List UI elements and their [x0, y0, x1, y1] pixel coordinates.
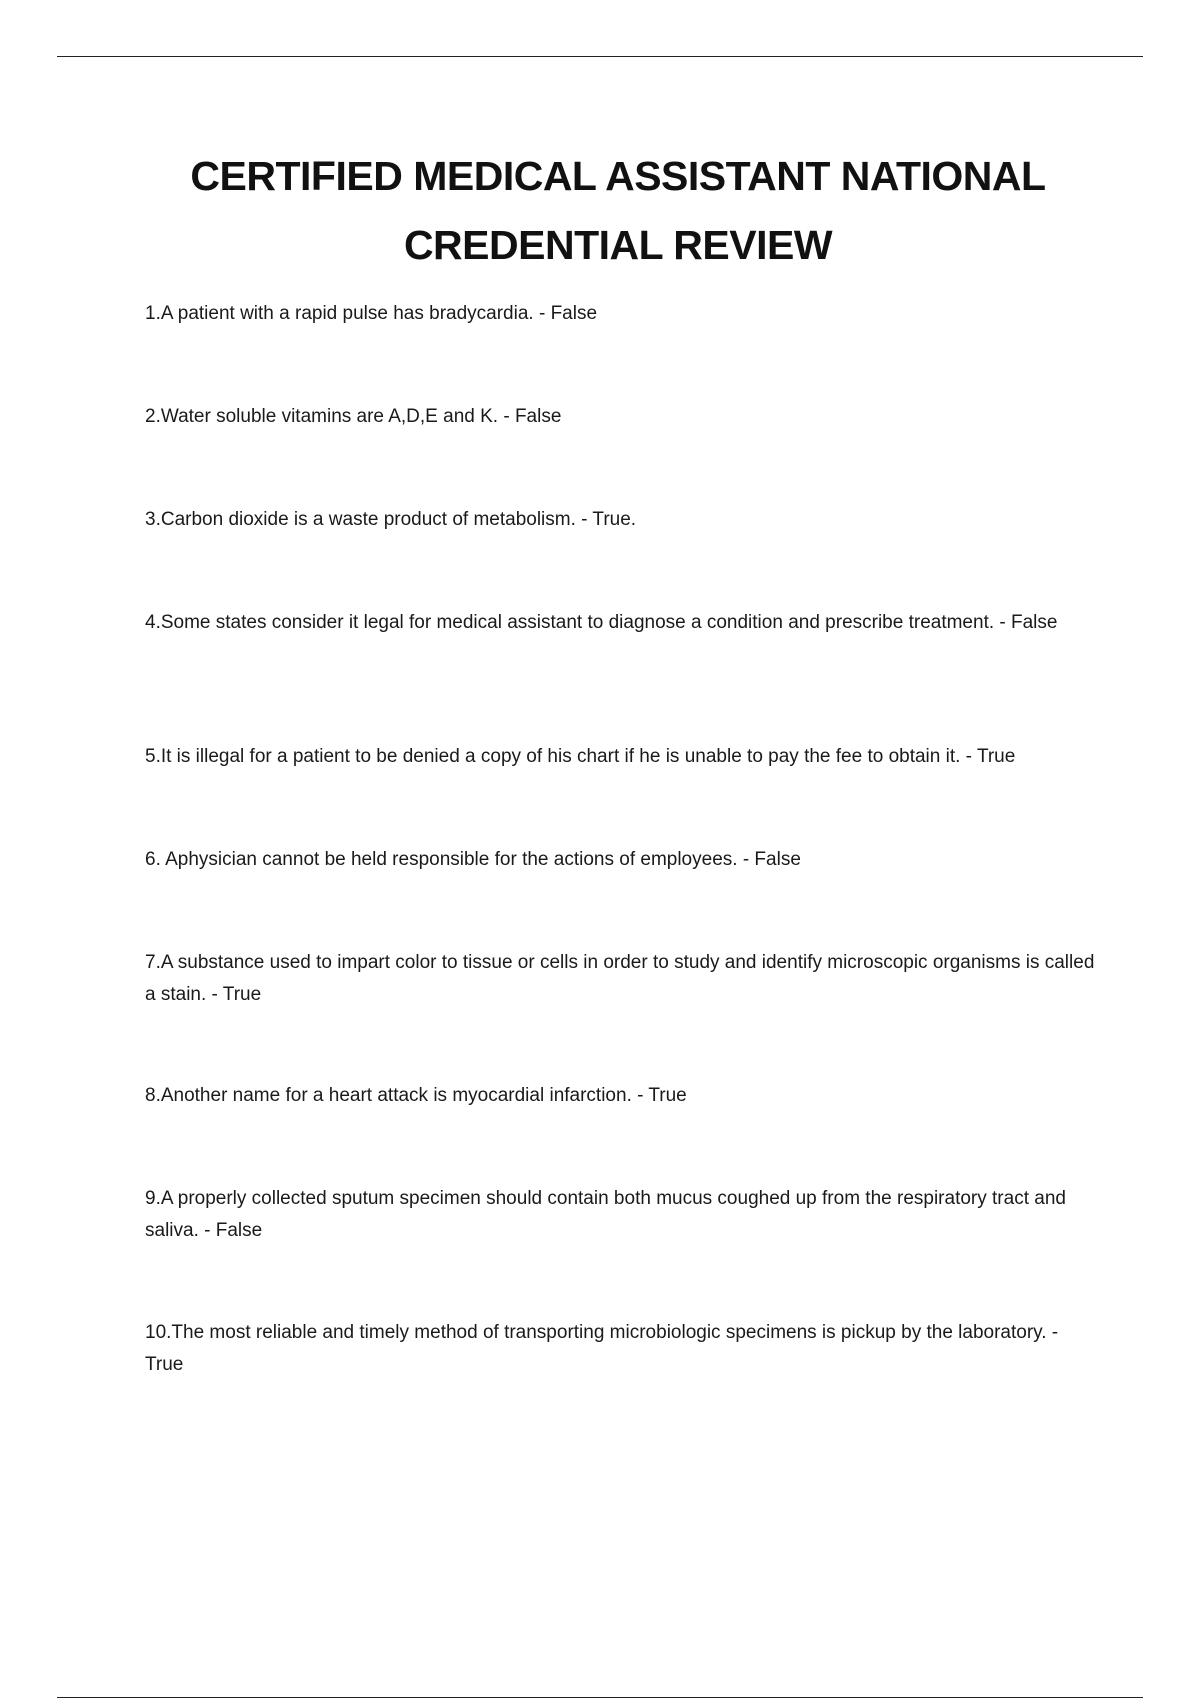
question-item: 1.A patient with a rapid pulse has bradycardia. - False — [145, 303, 598, 324]
question-item: 7.A substance used to impart color to tissue or cells in order to study and identify microscopic organisms is called a stain. - True — [145, 952, 1095, 1005]
bottom-divider — [57, 1697, 1143, 1698]
question-item: 4.Some states consider it legal for medical assistant to diagnose a condition and prescribe treatment. - False — [145, 612, 1058, 633]
question-item: 8.Another name for a heart attack is myocardial infarction. - True — [145, 1085, 687, 1106]
question-item: 10.The most reliable and timely method of transporting microbiologic specimens is pickup by the laboratory. - True — [145, 1322, 1059, 1375]
question-item: 6. Aphysician cannot be held responsible for the actions of employees. - False — [145, 849, 801, 870]
question-item: 9.A properly collected sputum specimen should contain both mucus coughed up from the respiratory tract and saliva. - False — [145, 1188, 1066, 1241]
question-item: 5.It is illegal for a patient to be denied a copy of his chart if he is unable to pay the fee to obtain it. - True — [145, 746, 1016, 767]
question-item: 2.Water soluble vitamins are A,D,E and K. - False — [145, 406, 562, 427]
document-title: CERTIFIED MEDICAL ASSISTANT NATIONAL CREDENTIAL REVIEW — [190, 153, 1046, 268]
question-item: 3.Carbon dioxide is a waste product of metabolism. - True. — [145, 509, 637, 530]
top-divider — [57, 56, 1143, 57]
